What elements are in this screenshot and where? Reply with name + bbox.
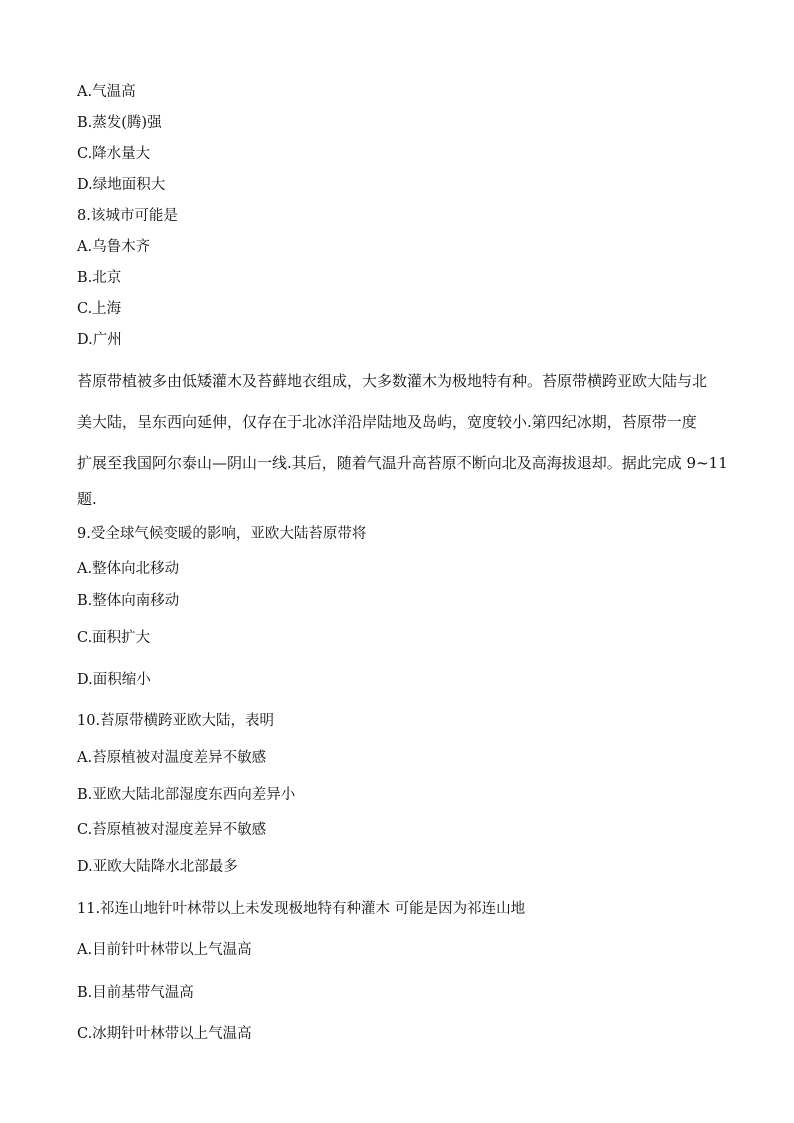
q11-stem: 11.祁连山地针叶林带以上未发现极地特有种灌木 可能是因为祁连山地 [77, 901, 526, 917]
q7-option-a: A.气温高 [77, 84, 136, 100]
q9-option-a: A.整体向北移动 [77, 561, 180, 577]
passage-line-3: 扩展至我国阿尔泰山—阴山一线.其后，随着气温升高苔原不断向北及高海拔退却。据此完成 9~11 [77, 454, 728, 472]
q10-option-a: A.苔原植被对温度差异不敏感 [77, 750, 267, 766]
q11-option-a: A.目前针叶林带以上气温高 [77, 942, 252, 958]
q8-option-d: D.广州 [77, 332, 122, 348]
q9-option-d: D.面积缩小 [77, 672, 151, 688]
q11-option-b: B.目前基带气温高 [77, 985, 194, 1001]
q10-option-b: B.亚欧大陆北部湿度东西向差异小 [77, 787, 296, 803]
q9-option-b: B.整体向南移动 [77, 593, 180, 609]
q9-stem: 9.受全球气候变暖的影响，亚欧大陆苔原带将 [77, 526, 367, 542]
q10-option-c: C.苔原植被对湿度差异不敏感 [77, 822, 267, 838]
q8-stem: 8.该城市可能是 [77, 208, 178, 224]
passage-line-1: 苔原带植被多由低矮灌木及苔藓地衣组成，大多数灌木为极地特有种。苔原带横跨亚欧大陆与北 [77, 372, 708, 390]
q7-option-c: C.降水量大 [77, 146, 151, 162]
passage-line-2: 美大陆，呈东西向延伸，仅存在于北冰洋沿岸陆地及岛屿，宽度较小.第四纪冰期，苔原带一度 [77, 413, 697, 431]
q9-option-c: C.面积扩大 [77, 630, 151, 646]
q8-option-c: C.上海 [77, 301, 122, 317]
q7-option-b: B.蒸发(腾)强 [77, 115, 162, 131]
q8-option-b: B.北京 [77, 270, 122, 286]
q7-option-d: D.绿地面积大 [77, 177, 166, 193]
q10-stem: 10.苔原带横跨亚欧大陆，表明 [77, 713, 275, 729]
passage-line-4: 题. [77, 490, 97, 508]
q10-option-d: D.亚欧大陆降水北部最多 [77, 859, 238, 875]
q8-option-a: A.乌鲁木齐 [77, 239, 151, 255]
q11-option-c: C.冰期针叶林带以上气温高 [77, 1026, 252, 1042]
